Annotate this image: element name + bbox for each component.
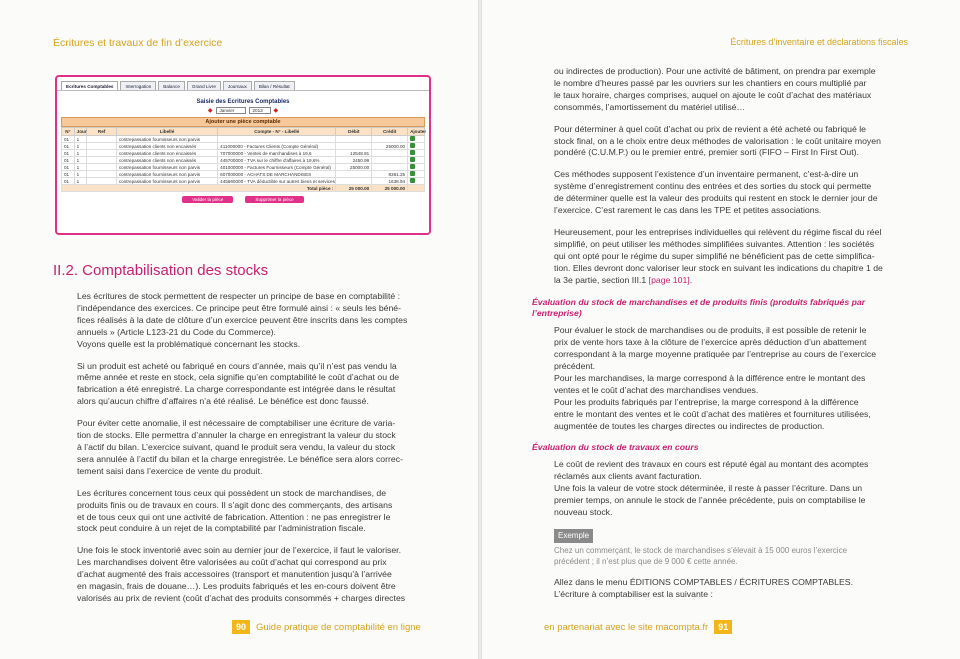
table-row[interactable]: [62, 178, 425, 185]
tab-ecritures-comptables[interactable]: Ecritures Comptables: [61, 81, 118, 90]
table-cell: 445660000 - TVA déductible sur autres biens et services: [218, 178, 336, 185]
table-cell: contrepassation fournisseurs non parvis: [116, 136, 217, 143]
table-cell: 01: [62, 150, 75, 157]
column-header: N°: [62, 128, 75, 136]
page-number: 91: [714, 620, 732, 634]
table-cell: [87, 164, 117, 171]
column-header: Ref: [87, 128, 117, 136]
subheading-stock-marchandises: Évaluation du stock de marchandises et de produits finis (produits fabriqués par l’entreprise): [532, 296, 866, 319]
table-cell: [408, 136, 425, 143]
table-cell: 25000.00: [372, 143, 408, 150]
footer-text: en partenariat avec le site macompta.fr: [544, 621, 709, 633]
left-running-head: Écritures et travaux de fin d’exercice: [53, 37, 223, 49]
table-cell: [87, 143, 117, 150]
tab-balance[interactable]: Balance: [158, 81, 185, 90]
paragraph: ou indirectes de production). Pour une activité de bâtiment, on prendra par exemple le nombre d’heures passé par les ouvriers sur les chantiers en cours multiplié par le taux horaire, charges comprises, auquel on ajoute le coût d’achat des matériaux consommés, l’amortissement du matériel utilisé…: [554, 66, 876, 112]
add-line-icon[interactable]: [410, 171, 415, 176]
example-text: Chez un commerçant, le stock de marchandises s’élevait à 15 000 euros l’exercice précédent ; il n’est plus que de 9 000 € cette année.: [554, 545, 848, 566]
table-cell: [336, 136, 372, 143]
entries-table: [61, 127, 425, 192]
table-cell: 1: [74, 157, 87, 164]
right-body: [532, 66, 918, 601]
total-label: Total pièce :: [62, 185, 336, 192]
right-footer: [544, 620, 732, 634]
paragraph: Pour déterminer à quel coût d’achat ou prix de revient a été acheté ou fabriqué le stock final, on a le choix entre deux méthodes de valorisation : le coût unitaire moyen pondéré (C.U.M.P.) ou le premier entré, premier sorti (FIFO – First In First Out).: [554, 123, 881, 158]
column-header: Crédit: [372, 128, 408, 136]
next-arrow-icon[interactable]: ◆: [273, 108, 279, 114]
table-row[interactable]: [62, 150, 425, 157]
table-cell: [336, 171, 372, 178]
table-cell: [408, 143, 425, 150]
table-cell: [87, 150, 117, 157]
left-page: [0, 0, 478, 659]
table-cell: [218, 136, 336, 143]
month-select[interactable]: Janvier: [216, 107, 246, 114]
paragraph: Une fois le stock inventorié avec soin au dernier jour de l’exercice, il faut le valoriser. Les marchandises doivent être valorisées au coût d’achat qui correspond au prix d’achat augmenté des frais accessoires (transport et manutention jusqu’à l’arrivée en magasin, frais de douane…). Les produits fabriqués et les en-cours doivent être valorisés au prix de revient (coût d’achat des produits consommés + charges directes: [77, 545, 406, 603]
column-header: Jour: [74, 128, 87, 136]
year-select[interactable]: 2013: [249, 107, 271, 114]
table-cell: [408, 164, 425, 171]
table-cell: 1: [74, 136, 87, 143]
table-cell: 1638.94: [372, 178, 408, 185]
app-buttons: [57, 196, 429, 203]
tab-bilan-resultat[interactable]: Bilan / Résultat: [254, 81, 295, 90]
table-cell: [408, 157, 425, 164]
table-cell: [372, 157, 408, 164]
add-line-icon[interactable]: [410, 150, 415, 155]
paragraph: Pour éviter cette anomalie, il est nécessaire de comptabiliser une écriture de varia- tion de stocks. Elle permettra d’annuler la charge en enregistrant la valeur du stock à l’actif du bilan. L’exercice suivant, quand le produit sera vendu, la valeur du stock sera annulée à l’actif du bilan et la charge enregistrée. Le bénéfice sera alors correc- tement saisi dans l’exercice de vente du produit.: [77, 418, 403, 476]
table-cell: [87, 171, 117, 178]
accounting-screenshot: [55, 75, 431, 235]
table-cell: 401000000 - Factures Fournisseurs (Compte Général): [218, 164, 336, 171]
validate-button[interactable]: Valider la pièce: [182, 196, 233, 203]
paragraph: Les écritures de stock permettent de respecter un principe de base en comptabilité : l’indépendance des exercices. Ce principe peut être formulé ainsi : « seuls les béné- fices réalisés à la date de clôture d’un exercice peuvent être inscrits dans les comptes annuels » (Article L123-21 du Code du Commerce). Voyons quelle est la problématique concernant les stocks.: [77, 291, 408, 349]
table-cell: 1: [74, 150, 87, 157]
page-number: 90: [232, 620, 250, 634]
table-cell: 01: [62, 136, 75, 143]
total-row: [62, 185, 425, 192]
column-header: Libellé: [116, 128, 217, 136]
add-entry-band[interactable]: Ajouter une pièce comptable: [61, 117, 425, 127]
left-footer: [232, 620, 421, 634]
table-cell: [372, 136, 408, 143]
paragraph: Pour évaluer le stock de marchandises ou de produits, il est possible de retenir le prix de vente hors taxe à la clôture de l’exercice après déduction d’un abattement correspondant à la marge moyenne pratiquée par l’entreprise au cours de l’exercice précédent. Pour les marchandises, la marge correspond à la différence entre le montant des ventes et le coût d’achat des marchandises vendues. Pour les produits fabriqués par l’entreprise, la marge correspond à la différence entre le montant des ventes et le coût d’achat des matières et fournitures utilisées, augmentée de toutes les charges directes ou indirectes de production.: [554, 325, 877, 431]
add-line-icon[interactable]: [410, 143, 415, 148]
add-line-icon[interactable]: [410, 164, 415, 169]
total-credit: 25 000.00: [372, 185, 408, 192]
table-cell: [372, 150, 408, 157]
table-cell: [87, 157, 117, 164]
subheading-travaux-en-cours: Évaluation du stock de travaux en cours: [532, 442, 699, 453]
table-cell: 01: [62, 143, 75, 150]
table-cell: 411000000 - Factures Clients (Compte Général): [218, 143, 336, 150]
left-body: [77, 291, 439, 615]
example-badge-wrap: [554, 529, 918, 545]
table-cell: [408, 150, 425, 157]
table-cell: contrepassation fournisseurs non parvis: [116, 171, 217, 178]
table-cell: 1: [74, 164, 87, 171]
add-line-icon[interactable]: [410, 157, 415, 162]
app-tab-bar: [57, 77, 429, 91]
table-cell: 707000000 - Ventes de marchandises à 19,6: [218, 150, 336, 157]
paragraph: Les écritures concernent tous ceux qui possèdent un stock de marchandises, de produits finis ou de travaux en cours. Il s’agit donc des commerçants, des artisans et de tous ceux qui ont une activité de fabrication. Attention : ne pas enregistrer le stock peut conduire à un rejet de la comptabilité par l’administration fiscale.: [77, 487, 393, 534]
delete-button[interactable]: Supprimer la pièce: [245, 196, 303, 203]
table-cell: [372, 164, 408, 171]
table-cell: 445700000 - TVA sur le chiffre d'affaires à 19,6%: [218, 157, 336, 164]
table-cell: [336, 143, 372, 150]
table-cell: contrepassation clients non encaissés: [116, 143, 217, 150]
table-cell: contrepassation fournisseurs non parvis: [116, 178, 217, 185]
example-badge: Exemple: [554, 529, 593, 543]
table-cell: contrepassation fournisseurs non parvis: [116, 164, 217, 171]
table-row[interactable]: [62, 157, 425, 164]
table-cell: contrepassation clients non encaissés: [116, 150, 217, 157]
paragraph: Si un produit est acheté ou fabriqué en cours d’année, mais qu’il n’est pas vendu la même année et reste en stock, cela signifie qu’en comptabilité le coût d’achat ou de fabrication a été enregistré. La charge correspondante est intégrée dans le résultat alors qu’aucun chiffre d’affaires n’a été réalisé. Le bénéfice est donc faussé.: [77, 360, 400, 407]
period-selector: [57, 107, 429, 114]
add-line-icon[interactable]: [410, 136, 415, 141]
column-header: Ajouter: [408, 128, 425, 136]
column-header: Compte - N° - Libellé: [218, 128, 336, 136]
table-cell: 1: [74, 143, 87, 150]
paragraph-end: .: [689, 274, 693, 285]
paragraph-text: Heureusement, pour les entreprises individuelles qui relèvent du régime fiscal du réel simplifié, on peut utiliser les méthodes simplifiées suivantes. Attention : les sociétés qui ont opté pour le régime du super simplifié ne bénéficient pas de cette simplifica- tion. Elles devront donc valoriser leur stock en suivant les indications du chapitre 1 de la 3e partie, section III.1: [554, 226, 883, 285]
paragraph: [554, 227, 918, 287]
right-page: [482, 0, 960, 659]
section-heading: II.2. Comptabilisation des stocks: [53, 262, 269, 279]
add-line-icon[interactable]: [410, 178, 415, 183]
tab-journaux[interactable]: Journaux: [223, 81, 252, 90]
column-header: Débit: [336, 128, 372, 136]
table-cell: [87, 178, 117, 185]
table-cell: 2450.99: [336, 157, 372, 164]
table-cell: 01: [62, 171, 75, 178]
total-debit: 25 000.00: [336, 185, 372, 192]
table-cell: [336, 178, 372, 185]
prev-arrow-icon[interactable]: ◆: [207, 108, 213, 114]
app-title: Saisie des Ecritures Comptables: [196, 99, 290, 105]
paragraph: Ces méthodes supposent l’existence d’un inventaire permanent, c’est-à-dire un système d’enregistrement continu des entrées et des sorties du stock qui permette de déterminer quelle est la valeur des produits qui restent en stock le dernier jour de l’exercice. C’est rarement le cas dans les TPE et petites associations.: [554, 169, 878, 216]
table-header-row: [62, 128, 425, 136]
table-row[interactable]: [62, 164, 425, 171]
table-cell: 607000000 - ACHATS DE MARCHANDISES: [218, 171, 336, 178]
footer-text: Guide pratique de comptabilité en ligne: [256, 621, 421, 633]
table-cell: [408, 178, 425, 185]
table-cell: 8381.25: [372, 171, 408, 178]
page-link[interactable]: [page 101]: [648, 274, 690, 285]
table-cell: 25000.00: [336, 164, 372, 171]
paragraph: Le coût de revient des travaux en cours est réputé égal au montant des acomptes réclamés aux clients avant facturation. Une fois la valeur de votre stock déterminée, il reste à passer l’écriture. Dans un premier temps, on annule le stock de l’année précédente, puis on comptabilise le nouveau stock.: [554, 459, 869, 517]
table-cell: 01: [62, 164, 75, 171]
table-cell: 1: [74, 171, 87, 178]
table-cell: [87, 136, 117, 143]
right-running-head: Écritures d’inventaire et déclarations fiscales: [730, 37, 908, 47]
table-cell: contrepassation clients non encaissés: [116, 157, 217, 164]
tab-grand-livre[interactable]: Grand Livre: [187, 81, 221, 90]
table-row[interactable]: [62, 171, 425, 178]
tab-interrogation[interactable]: Interrogation: [120, 81, 156, 90]
table-cell: 01: [62, 157, 75, 164]
table-row[interactable]: [62, 143, 425, 150]
table-cell: [408, 171, 425, 178]
table-cell: 01: [62, 178, 75, 185]
table-cell: 1: [74, 178, 87, 185]
table-cell: 12548.91: [336, 150, 372, 157]
table-row[interactable]: [62, 136, 425, 143]
paragraph: Allez dans le menu ÉDITIONS COMPTABLES / ÉCRITURES COMPTABLES. L’écriture à comptabiliser est la suivante :: [554, 576, 853, 599]
